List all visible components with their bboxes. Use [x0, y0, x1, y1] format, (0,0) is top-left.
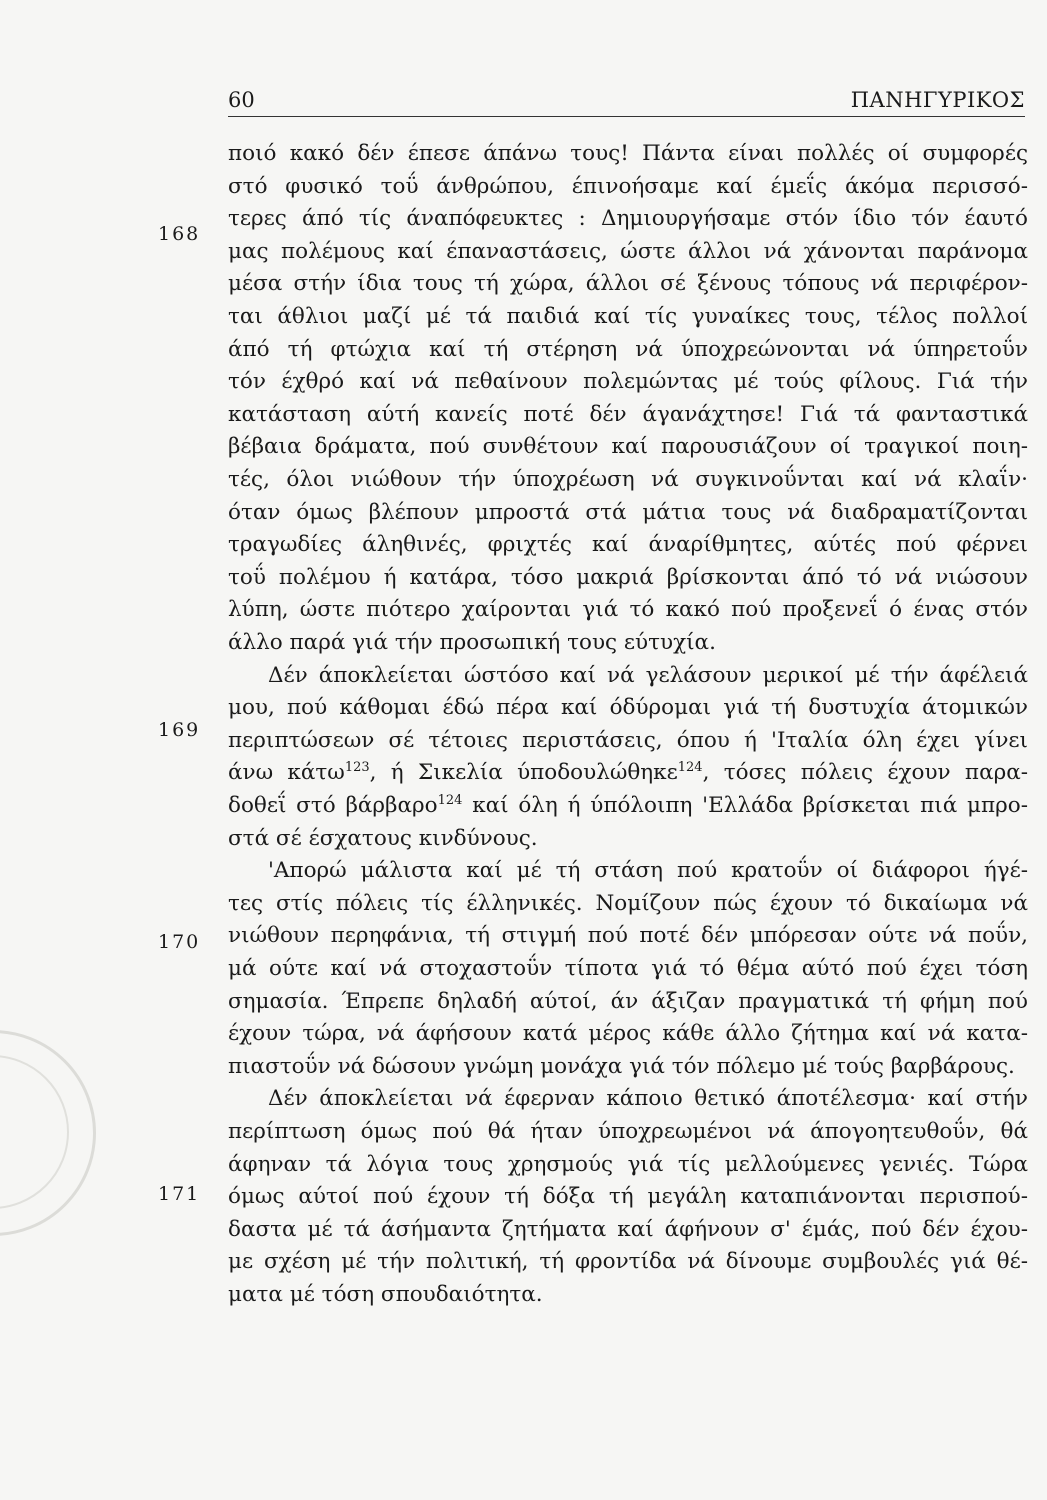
text-line — [228, 594, 1028, 626]
text-line — [228, 497, 1028, 529]
text-segment: άλλο παρά γιά τήν προσωπική τους εύτυχία. — [228, 630, 716, 655]
text-segment: όταν όμως βλέπουν μπροστά στά μάτια τους νά διαδραματίζονται — [228, 499, 1028, 525]
text-segment: άνω κάτω — [228, 760, 345, 786]
text-line — [228, 301, 1028, 333]
text-segment: έχουν τώρα, νά άφήσουν κατά μέρος κάθε άλλο ζήτημα καί νά κατα- — [228, 1021, 1028, 1047]
text-segment: καί όλη ή ύπόλοιπη 'Ελλάδα βρίσκεται πιά μπρο- — [462, 793, 1028, 818]
text-line — [228, 1051, 1028, 1083]
library-stamp-inner-ring — [0, 1055, 69, 1209]
text-segment: με σχέση μέ τήν πολιτική, τή φροντίδα νά δίνουμε συμβουλές γιά θέ- — [228, 1249, 1028, 1275]
text-segment: βέβαια δράματα, πού συνθέτουν καί παρουσιάζουν οί τραγικοί ποιη- — [228, 434, 1028, 460]
text-segment: μέσα στήν ίδια τους τή χώρα, άλλοι σέ ξένους τόπους νά περιφέρον- — [228, 271, 1028, 297]
text-segment: στά σέ έσχατους κινδύνους. — [228, 825, 538, 851]
text-line — [228, 953, 1028, 985]
text-line — [228, 823, 1028, 855]
text-line — [228, 986, 1028, 1018]
text-segment: , τόσες πόλεις έχουν παρα- — [702, 760, 1029, 786]
text-line — [228, 1149, 1028, 1181]
text-line — [228, 529, 1028, 561]
text-segment: τες στίς πόλεις τίς έλληνικές. Νομίζουν πώς έχουν τό δικαίωμα νά — [228, 890, 1028, 916]
text-line — [228, 692, 1028, 724]
page-header — [228, 80, 1025, 117]
text-line — [228, 334, 1028, 366]
text-line — [228, 1018, 1028, 1050]
text-line — [228, 627, 1028, 659]
text-line — [228, 171, 1028, 203]
text-segment: δαστα μέ τά άσήμαντα ζητήματα καί άφήνουν σ' έμάς, πού δέν έχου- — [228, 1216, 1028, 1242]
text-segment: άπό τή φτώχια καί τή στέρηση νά ύποχρεώνονται νά ύπηρετοΰν — [228, 336, 1028, 362]
page-number: 60 — [228, 88, 255, 112]
text-segment: τές, όλοι νιώθουν τήν ύποχρέωση νά συγκινοΰνται καί νά κλαΐν· — [228, 467, 1028, 492]
text-line — [228, 138, 1028, 170]
library-stamp-bleed — [0, 1030, 96, 1236]
text-line — [228, 464, 1028, 496]
section-number-168: 168 — [158, 223, 201, 245]
text-line — [228, 660, 1028, 692]
text-line — [228, 1181, 1028, 1213]
text-segment: τοΰ πολέμου ή κατάρα, τόσο μακριά βρίσκονται άπό τό νά νιώσουν — [228, 564, 1028, 590]
text-segment: περίπτωση όμως πού θά ήταν ύποχρεωμένοι νά άπογοητευθοΰν, θά — [228, 1119, 1028, 1144]
text-line — [228, 1083, 1028, 1115]
text-segment: Δέν άποκλείεται νά έφερναν κάποιο θετικό άποτέλεσμα· καί στήν — [268, 1086, 1028, 1112]
section-number-171: 171 — [158, 1183, 201, 1205]
text-segment: ται άθλιοι μαζί μέ τά παιδιά καί τίς γυναίκες τους, τέλος πολλοί — [228, 304, 1028, 329]
text-segment: λύπη, ώστε πιότερο χαίρονται γιά τό κακό πού προξενεΐ ό ένας στόν — [228, 597, 1028, 623]
text-segment: ματα μέ τόση σπουδαιότητα. — [228, 1282, 543, 1307]
text-segment: νιώθουν περηφάνια, τή στιγμή πού ποτέ δέν μπόρεσαν ούτε νά ποΰν, — [228, 923, 1028, 949]
section-number-169: 169 — [158, 719, 201, 741]
text-line — [228, 725, 1028, 757]
text-segment: τερες άπό τίς άναπόφευκτες : Δημιουργήσαμε στόν ίδιο τόν έαυτό — [228, 206, 1028, 232]
text-line — [228, 920, 1028, 952]
text-segment: ποιό κακό δέν έπεσε άπάνω τους! Πάντα είναι πολλές οί συμφορές — [228, 141, 1028, 166]
text-segment: περιπτώσεων σέ τέτοιες περιστάσεις, όπου ή 'Ιταλία όλη έχει γίνει — [228, 727, 1028, 753]
text-line — [228, 855, 1028, 887]
text-line — [228, 1214, 1028, 1246]
footnote-ref: 124 — [437, 792, 463, 808]
text-segment: μά ούτε καί νά στοχαστοΰν τίποτα γιά τό θέμα αύτό πού έχει τόση — [228, 956, 1028, 981]
text-segment: κατάσταση αύτή κανείς ποτέ δέν άγανάχτησε! Γιά τά φανταστικά — [228, 401, 1028, 427]
footnote-ref: 124 — [677, 760, 703, 776]
text-segment: μου, πού κάθομαι έδώ πέρα καί όδύρομαι γιά τή δυστυχία άτομικών — [228, 695, 1028, 721]
text-line — [228, 1279, 1028, 1311]
text-segment: πιαστοΰν νά δώσουν γνώμη μονάχα γιά τόν πόλεμο μέ τούς βαρβάρους. — [228, 1053, 1015, 1079]
text-segment: όμως αύτοί πού έχουν τή δόξα τή μεγάλη καταπιάνονται περισπού- — [228, 1184, 1028, 1210]
text-line — [228, 203, 1028, 235]
text-line — [228, 399, 1028, 431]
text-line — [228, 790, 1028, 822]
text-segment: μας πολέμους καί έπαναστάσεις, ώστε άλλοι νά χάνονται παράνομα — [228, 238, 1028, 264]
text-line — [228, 757, 1028, 789]
text-segment: 'Απορώ μάλιστα καί μέ τή στάση πού κρατοΰν οί διάφοροι ήγέ- — [268, 858, 1028, 884]
text-line — [228, 268, 1028, 300]
footnote-ref: 123 — [344, 760, 370, 776]
text-line — [228, 1116, 1028, 1148]
section-number-170: 170 — [158, 931, 201, 953]
text-line — [228, 236, 1028, 268]
running-head: ΠΑΝΗΓΥΡΙΚΟΣ — [850, 88, 1025, 112]
text-segment: τραγωδίες άληθινές, φριχτές καί άναρίθμητες, αύτές πού φέρνει — [228, 532, 1028, 558]
text-line — [228, 1246, 1028, 1278]
text-segment: σημασία. Έπρεπε δηλαδή αύτοί, άν άξιζαν πραγματικά τή φήμη πού — [228, 988, 1028, 1014]
text-line — [228, 431, 1028, 463]
text-line — [228, 366, 1028, 398]
text-line — [228, 888, 1028, 920]
text-segment: στό φυσικό τοΰ άνθρώπου, έπινοήσαμε καί έμεΐς άκόμα περισσό- — [228, 173, 1028, 199]
text-segment: δοθεΐ στό βάρβαρο — [228, 793, 438, 818]
text-segment: άφηναν τά λόγια τους χρησμούς γιά τίς μελλούμενες γενιές. Τώρα — [228, 1151, 1028, 1177]
text-segment: τόν έχθρό καί νά πεθαίνουν πολεμώντας μέ τούς φίλους. Γιά τήν — [228, 369, 1028, 395]
text-segment: , ή Σικελία ύποδουλώθηκε — [369, 760, 678, 786]
text-line — [228, 562, 1028, 594]
text-segment: Δέν άποκλείεται ώστόσο καί νά γελάσουν μερικοί μέ τήν άφέλειά — [268, 662, 1028, 688]
